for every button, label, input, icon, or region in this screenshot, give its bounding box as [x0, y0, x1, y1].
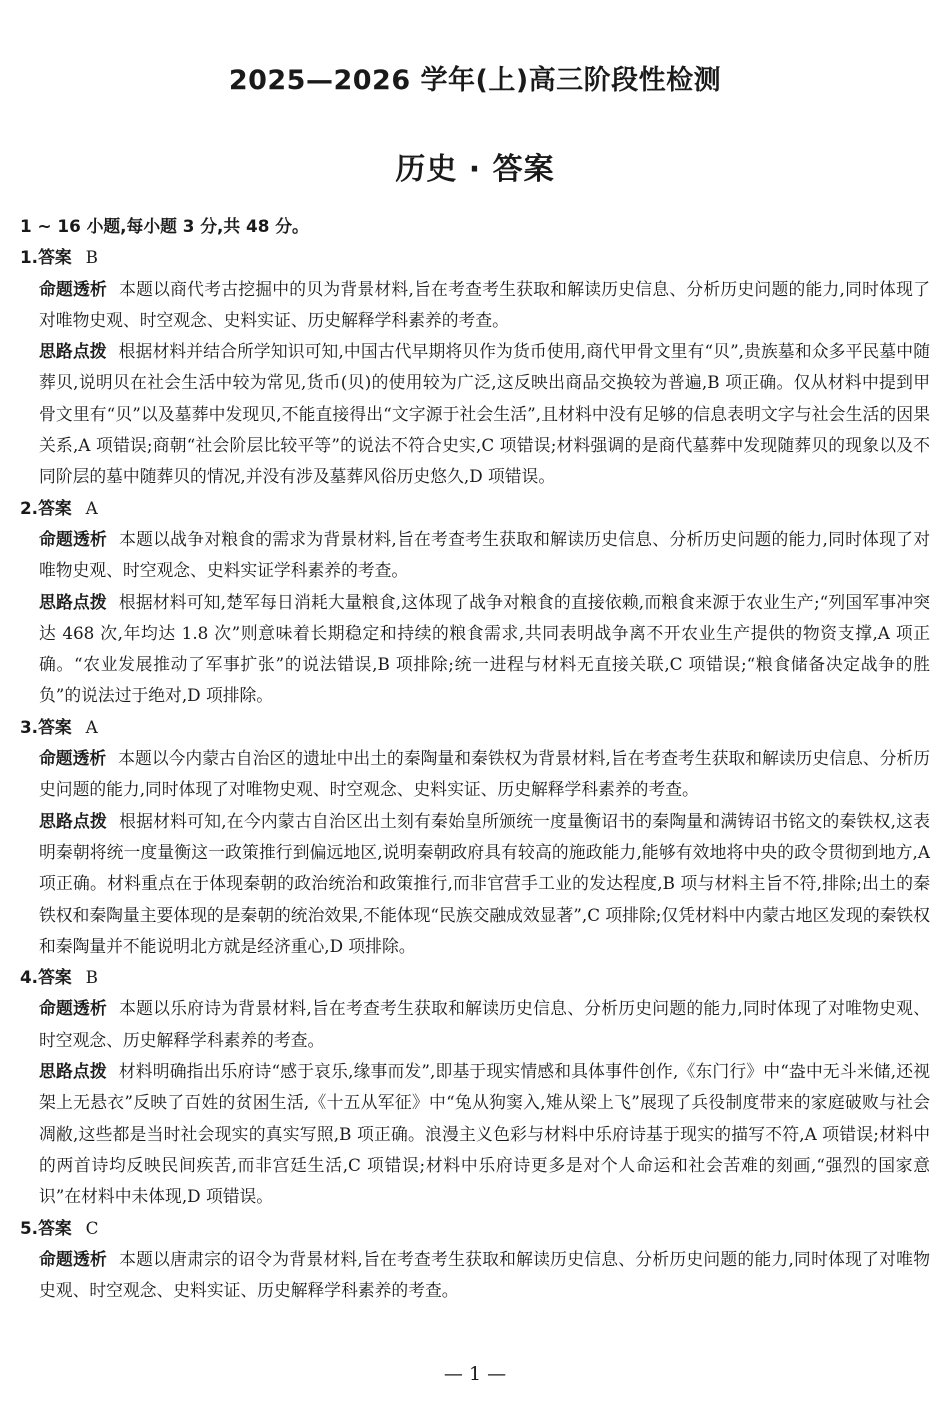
analysis-text: 根据材料可知,在今内蒙古自治区出土刻有秦始皇所颁统一度量衡诏书的秦陶量和满铸诏书铭文的秦铁权,这表明秦朝将统一度量衡这一政策推行到偏远地区,说明秦朝政府具有较高的施政能力,能够有效地将中央的政令贯彻到地方,A 项正确。材料重点在于体现秦朝的政治统治和政策推行,而非官营手工业的发达程度,B 项与材料主旨不符,排除;出土的秦铁权和秦陶量主要体现的是秦朝的统治效果,不能体现“民族交融成效显著”,C 项排除;仅凭材料中内蒙古地区发现的秦铁权和秦陶量并不能说明北方就是经济重心,D 项排除。 [39, 810, 930, 956]
analysis-text: 材料明确指出乐府诗“感于哀乐,缘事而发”,即基于现实情感和具体事件创作,《东门行》中“盎中无斗米储,还视架上无悬衣”反映了百姓的贫困生活,《十五从军征》中“兔从狗窦入,雉从梁上飞”展现了兵役制度带来的家庭破败与社会凋敝,这些都是当时社会现实的真实写照,B 项正确。浪漫主义色彩与材料中乐府诗基于现实的描写不符,A 项错误;材料中的两首诗均反映民间疾苦,而非宫廷生活,C 项错误;材料中乐府诗更多是对个人命运和社会苦难的刻画,“强烈的国家意识”在材料中未体现,D 项错误。 [39, 1061, 930, 1207]
question-block [20, 712, 930, 962]
question-number: 4. [20, 967, 39, 988]
intent-paragraph [20, 1244, 930, 1307]
page-number: — 1 — [443, 1363, 507, 1385]
analysis-paragraph [20, 587, 930, 712]
answer-line [20, 712, 930, 743]
answer-label: 答案 [38, 247, 72, 268]
scoring-note-bold: 1 ~ 16 小题,每小题 3 分,共 48 分。 [20, 216, 309, 236]
intent-paragraph [20, 274, 930, 337]
question-block [20, 962, 930, 1212]
analysis-text: 根据材料并结合所学知识可知,中国古代早期将贝作为货币使用,商代甲骨文里有“贝”,贵族墓和众多平民墓中随葬贝,说明贝在社会生活中较为常见,货币(贝)的使用较为广泛,这反映出商品交换较为普遍,B 项正确。仅从材料中提到甲骨文里有“贝”以及墓葬中发现贝,不能直接得出“文字源于社会生活”,且材料中没有足够的信息表明文字与社会生活的因果关系,A 项错误;商朝“社会阶层比较平等”的说法不符合史实,C 项错误;材料强调的是商代墓葬中发现随葬贝的现象以及不同阶层的墓中随葬贝的情况,并没有涉及墓葬风俗历史悠久,D 项错误。 [39, 341, 930, 487]
answer-value: B [85, 967, 98, 988]
question-block [20, 493, 930, 712]
exam-subtitle: 历史 · 答案 [395, 152, 555, 187]
intent-paragraph [20, 524, 930, 587]
answer-line [20, 242, 930, 273]
intent-label: 命题透析 [39, 528, 108, 549]
question-block [20, 242, 930, 492]
intent-text: 本题以战争对粮食的需求为背景材料,旨在考查考生获取和解读历史信息、分析历史问题的能力,同时体现了对唯物史观、时空观念、史料实证学科素养的考查。 [39, 528, 930, 581]
intent-text: 本题以唐肃宗的诏令为背景材料,旨在考查考生获取和解读历史信息、分析历史问题的能力,同时体现了对唯物史观、时空观念、史料实证、历史解释学科素养的考查。 [39, 1248, 930, 1301]
intent-label: 命题透析 [39, 748, 107, 769]
analysis-label: 思路点拨 [39, 810, 108, 831]
intent-text: 本题以乐府诗为背景材料,旨在考查考生获取和解读历史信息、分析历史问题的能力,同时体现了对唯物史观、时空观念、历史解释学科素养的考查。 [39, 998, 930, 1050]
analysis-paragraph [20, 336, 930, 492]
intent-text: 本题以今内蒙古自治区的遗址中出土的秦陶量和秦铁权为背景材料,旨在考查考生获取和解读历史信息、分析历史问题的能力,同时体现了对唯物史观、时空观念、史料实证、历史解释学科素养的考查。 [39, 748, 930, 800]
answer-label: 答案 [38, 1217, 72, 1238]
answer-line [20, 493, 930, 524]
answer-value: A [85, 497, 98, 518]
scoring-note [20, 211, 930, 242]
analysis-paragraph [20, 1056, 930, 1212]
answer-content [20, 211, 930, 1306]
answer-value: B [85, 247, 98, 268]
analysis-paragraph [20, 806, 930, 962]
intent-label: 命题透析 [39, 1248, 108, 1269]
answer-value: C [85, 1217, 99, 1238]
question-block [20, 1213, 930, 1307]
intent-paragraph [20, 743, 930, 806]
answer-line [20, 962, 930, 993]
exam-title: 2025—2026 学年(上)高三阶段性检测 [228, 65, 722, 96]
intent-label: 命题透析 [39, 278, 108, 299]
analysis-label: 思路点拨 [39, 591, 107, 612]
answer-label: 答案 [38, 716, 72, 737]
question-number: 5. [20, 1217, 39, 1238]
intent-text: 本题以商代考古挖掘中的贝为背景材料,旨在考查考生获取和解读历史信息、分析历史问题的能力,同时体现了对唯物史观、时空观念、史料实证、历史解释学科素养的考查。 [39, 278, 930, 330]
answer-value: A [85, 716, 98, 737]
analysis-text: 根据材料可知,楚军每日消耗大量粮食,这体现了战争对粮食的直接依赖,而粮食来源于农业生产;“列国军事冲突达 468 次,年均达 1.8 次”则意味着长期稳定和持续的粮食需求,共同表明战争离不开农业生产提供的物资支撑,A 项正确。“农业发展推动了军事扩张”的说法错误,B 项排除;统一进程与材料无直接关联,C 项错误;“粮食储备决定战争的胜负”的说法过于绝对,D 项排除。 [39, 591, 930, 706]
analysis-label: 思路点拨 [39, 341, 107, 362]
question-number: 3. [20, 716, 39, 737]
answer-label: 答案 [38, 967, 72, 988]
question-number: 2. [20, 497, 39, 518]
analysis-label: 思路点拨 [39, 1061, 107, 1082]
intent-label: 命题透析 [39, 998, 108, 1019]
answer-line [20, 1213, 930, 1244]
answer-label: 答案 [38, 497, 72, 518]
question-number: 1. [20, 247, 39, 268]
intent-paragraph [20, 993, 930, 1056]
